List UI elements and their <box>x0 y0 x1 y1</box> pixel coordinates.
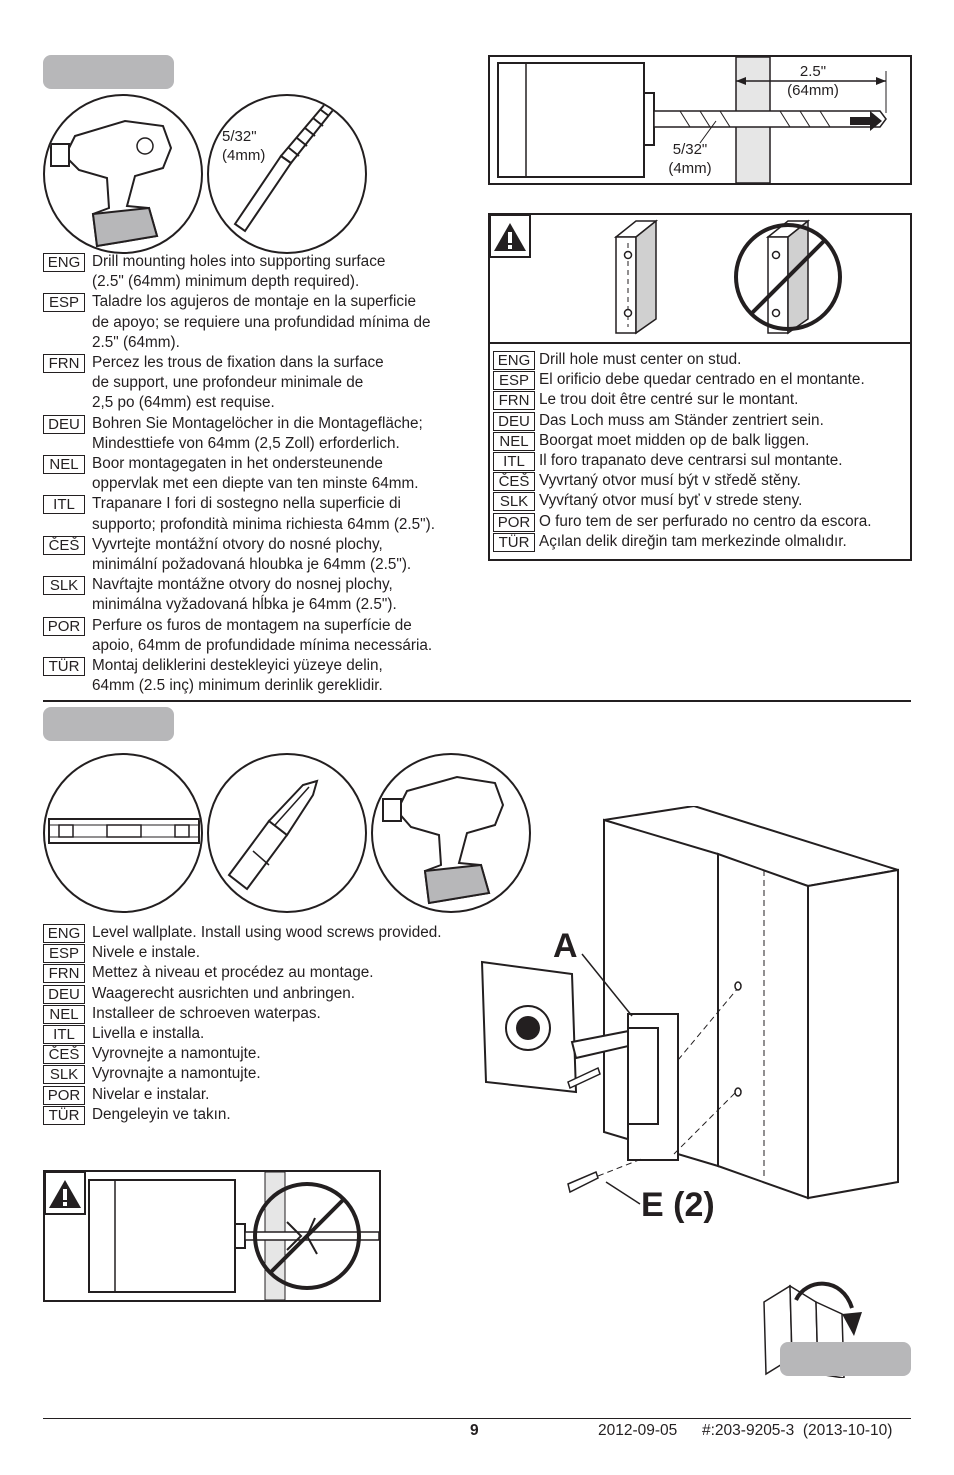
instruction-row: ESP Nivele e instale. <box>43 943 441 963</box>
drill-bit-circle <box>207 94 367 254</box>
drill-bit-size-label: 5/32" (4mm) <box>668 141 712 177</box>
drill-bit-icon <box>209 96 365 252</box>
page-number: 9 <box>470 1422 479 1439</box>
print-date: 2012-09-05 <box>598 1422 678 1439</box>
stud-illustration <box>490 215 910 345</box>
wall-mount-installation-illustration <box>468 806 948 1226</box>
instruction-row: DEU Bohren Sie Montagelöcher in die Montagefläche; Mindesttiefe von 64mm (2,5 Zoll) erforderlich. <box>43 414 435 454</box>
instruction-row: ESP Taladre los agujeros de montaje en la superficie de apoyo; se requiere una profundidad mínima de 2.5" (64mm). <box>43 292 435 353</box>
level-circle <box>43 753 203 913</box>
next-step-pill <box>780 1342 911 1376</box>
instruction-row: ČEŠ Vyrovnejte a namontujte. <box>43 1044 441 1064</box>
spirit-level-icon <box>45 755 201 911</box>
depth-label: 2.5" (64mm) <box>787 63 839 99</box>
instruction-row: ITL Trapanare I fori di sostegno nella superficie di supporto; profondità minima richiesta 64mm (2.5"). <box>43 494 435 534</box>
document-number: #:203-9205-3 (2013-10-10) <box>702 1422 893 1439</box>
instruction-row: FRN Percez les trous de fixation dans la surface de support, une profondeur minimale de 2,5 po (64mm) est requise. <box>43 353 435 414</box>
instruction-row: POR Perfure os furos de montagem na superfície de apoio, 64mm de profundidade mínima necessária. <box>43 616 435 656</box>
instruction-row: NEL Boor montagegaten in het ondersteunende oppervlak met een diepte van ten minste 64mm. <box>43 454 435 494</box>
instruction-row: SLK Vyvŕtaný otvor musí byť v strede steny. <box>493 491 871 511</box>
callout-a: A <box>553 927 578 965</box>
wood-screw-icon <box>568 1172 598 1192</box>
instruction-row: POR Nivelar e instalar. <box>43 1085 441 1105</box>
instruction-row: ESP El orificio debe quedar centrado en el montante. <box>493 370 871 390</box>
instruction-row: ITL Il foro trapanato deve centrarsi sul montante. <box>493 451 871 471</box>
step2-instructions <box>43 923 441 1125</box>
instruction-row: ENG Level wallplate. Install using wood screws provided. <box>43 923 441 943</box>
instruction-row: DEU Das Loch muss am Ständer zentriert sein. <box>493 411 871 431</box>
instruction-row: ENG Drill mounting holes into supporting surface (2.5" (64mm) minimum depth required). <box>43 252 435 292</box>
screwdriver-bit-circle <box>207 753 367 913</box>
instruction-row: FRN Mettez à niveau et procédez au montage. <box>43 963 441 983</box>
instruction-row: POR O furo tem de ser perfurado no centro da escora. <box>493 512 871 532</box>
instruction-row: NEL Installeer de schroeven waterpas. <box>43 1004 441 1024</box>
instruction-row: SLK Navŕtajte montážne otvory do nosnej plochy, minimálna vyžadovaná hĺbka je 64mm (2.5"). <box>43 575 435 615</box>
step1-header-pill <box>43 55 174 89</box>
overtighten-illustration <box>45 1172 379 1300</box>
instruction-row: ČEŠ Vyvrtejte montážní otvory do nosné plochy, minimální požadovaná hloubka je 64mm (2.5"). <box>43 535 435 575</box>
step2-header-pill <box>43 707 174 741</box>
warning1-instructions <box>493 350 871 552</box>
bit-size-label: 5/32" (4mm) <box>222 128 266 164</box>
callout-e: E (2) <box>641 1186 715 1224</box>
section-divider <box>43 700 911 702</box>
overtighten-warning <box>43 1170 381 1302</box>
instruction-row: TÜR Montaj deliklerini destekleyici yüzeye delin, 64mm (2.5 inç) minimum derinlik gereklidir. <box>43 656 435 696</box>
instruction-row: ITL Livella e installa. <box>43 1024 441 1044</box>
instruction-row: DEU Waagerecht ausrichten und anbringen. <box>43 984 441 1004</box>
phillips-bit-icon <box>209 755 365 911</box>
drill-circle <box>43 94 203 254</box>
instruction-row: ČEŠ Vyvrtaný otvor musí být v středě stěny. <box>493 471 871 491</box>
instruction-row: TÜR Açılan delik direğin tam merkezinde olmalıdır. <box>493 532 871 552</box>
cordless-drill-icon <box>45 96 201 252</box>
instruction-row: SLK Vyrovnajte a namontujte. <box>43 1064 441 1084</box>
footer-rule <box>43 1418 911 1419</box>
instruction-row: NEL Boorgat moet midden op de balk liggen. <box>493 431 871 451</box>
instruction-row: TÜR Dengeleyin ve takın. <box>43 1105 441 1125</box>
instruction-row: ENG Drill hole must center on stud. <box>493 350 871 370</box>
step1-instructions <box>43 252 435 696</box>
instruction-row: FRN Le trou doit être centré sur le montant. <box>493 390 871 410</box>
